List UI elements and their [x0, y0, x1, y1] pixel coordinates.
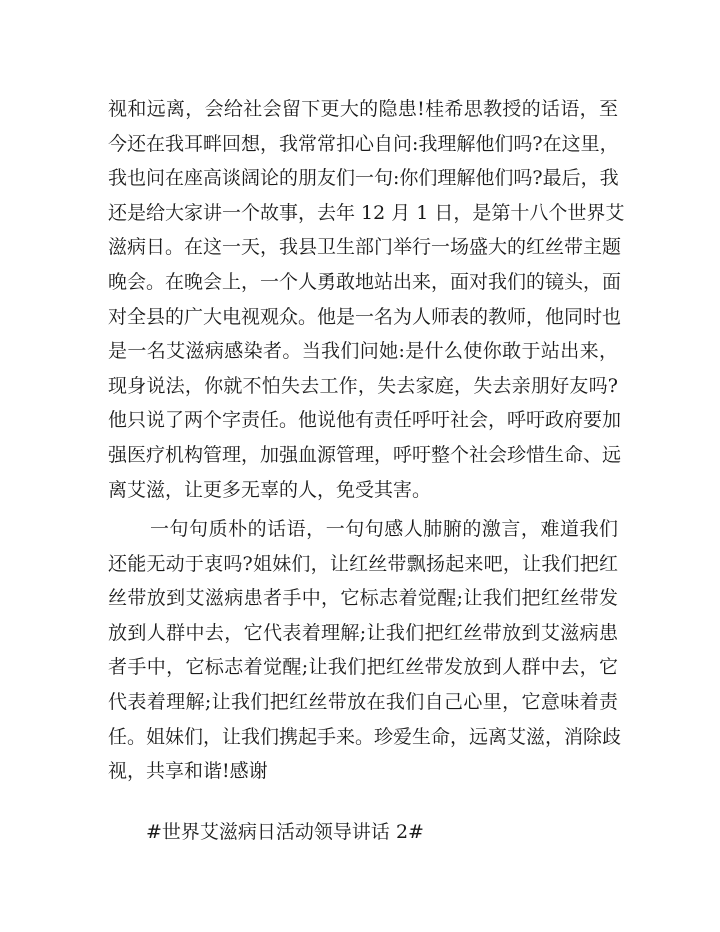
paragraph-line: 视和远离，会给社会留下更大的隐患!桂希思教授的话语，至	[108, 98, 618, 120]
paragraph-line: 丝带放到艾滋病患者手中，它标志着觉醒;让我们把红丝带发	[108, 587, 618, 610]
paragraph-line: 离艾滋，让更多无辜的人，免受其害。	[108, 478, 432, 501]
paragraph-line: 强医疗机构管理，加强血源管理，呼吁整个社会珍惜生命、远	[108, 443, 622, 466]
paragraph-line: 是一名艾滋病感染者。当我们问她:是什么使你敢于站出来，	[108, 340, 618, 363]
paragraph-line: 他只说了两个字责任。他说他有责任呼吁社会，呼吁政府要加	[108, 409, 622, 432]
paragraph-line: 还是给大家讲一个故事，去年 12 月 1 日，是第十八个世界艾	[108, 201, 625, 224]
paragraph-line: 一句句质朴的话语，一句句感人肺腑的激言，难道我们	[150, 518, 618, 540]
paragraph-line: 者手中，它标志着觉醒;让我们把红丝带发放到人群中去，它	[108, 656, 618, 679]
paragraph-line: 现身说法，你就不怕失去工作，失去家庭，失去亲朋好友吗?	[108, 374, 618, 397]
paragraph-2	[108, 512, 622, 789]
paragraph-line: 代表着理解;让我们把红丝带放在我们自己心里，它意味着责	[108, 690, 618, 713]
paragraph-line: 晚会。在晚会上，一个人勇敢地站出来，面对我们的镜头，面	[108, 270, 622, 293]
paragraph-line: 对全县的广大电视观众。他是一名为人师表的教师，他同时也	[108, 305, 622, 328]
paragraph-line: 我也问在座高谈阔论的朋友们一句:你们理解他们吗?最后，我	[108, 167, 619, 190]
paragraph-line: 还能无动于衷吗?姐妹们，让红丝带飘扬起来吧，让我们把红	[108, 552, 618, 575]
section-heading: #世界艾滋病日活动领导讲话 2#	[146, 821, 424, 843]
paragraph-line: 放到人群中去，它代表着理解;让我们把红丝带放到艾滋病患	[108, 621, 618, 644]
paragraph-line: 任。姐妹们，让我们携起手来。珍爱生命，远离艾滋，消除歧	[108, 725, 622, 748]
paragraph-line: 滋病日。在这一天，我县卫生部门举行一场盛大的红丝带主题	[108, 236, 622, 259]
paragraph-line: 视，共享和谐!感谢	[108, 760, 268, 783]
paragraph-line: 今还在我耳畔回想，我常常扣心自问:我理解他们吗?在这里，	[108, 132, 619, 155]
paragraph-1	[108, 92, 625, 507]
